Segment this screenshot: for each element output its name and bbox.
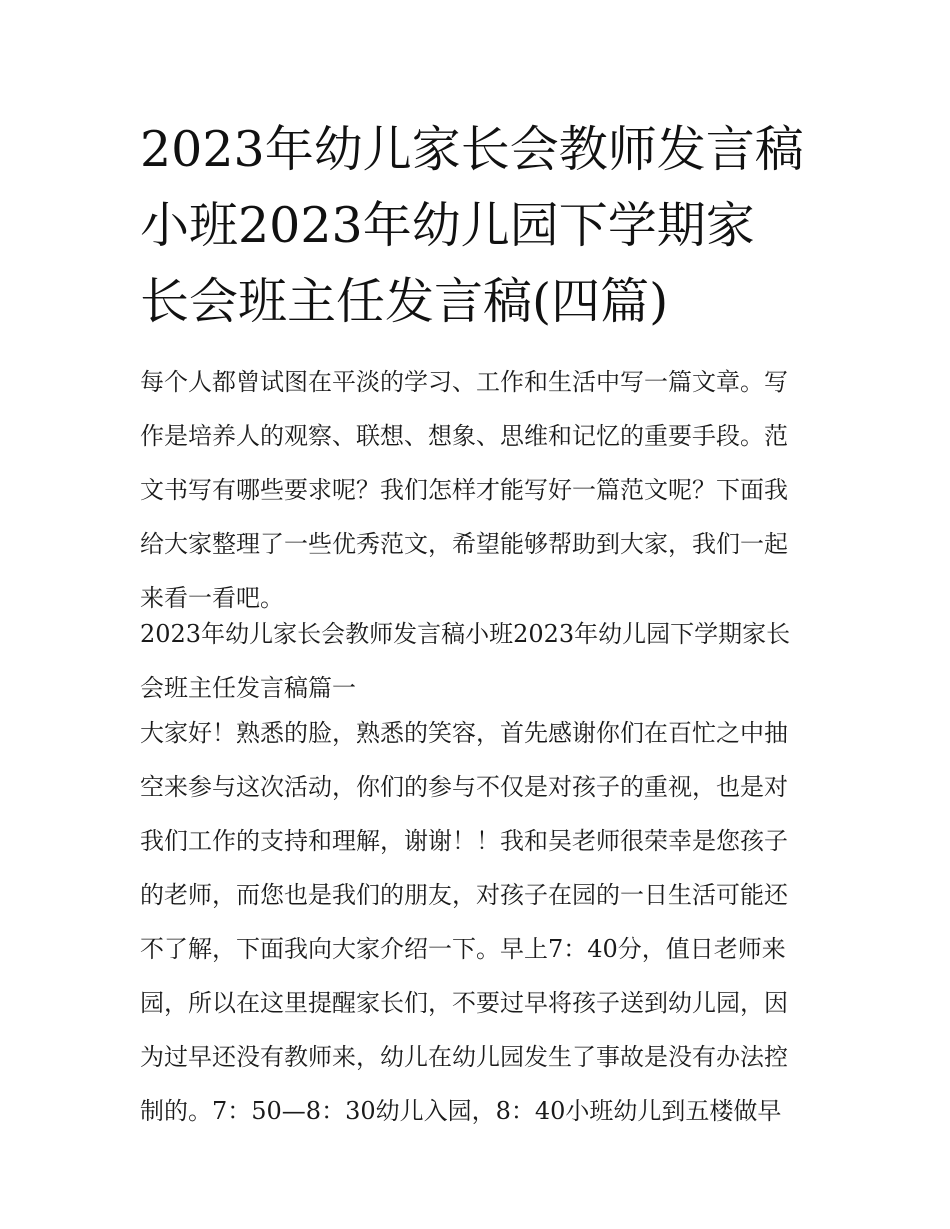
- intro-line: 作是培养人的观察、联想、想象、思维和记忆的重要手段。范: [140, 422, 788, 450]
- speech-line: 的老师，而您也是我们的朋友，对孩子在园的一日生活可能还: [140, 881, 788, 909]
- speech-line: 不了解，下面我向大家介绍一下。早上7：40分，值日老师来: [140, 935, 786, 963]
- speech-line: 制的。7：50—8：30幼儿入园，8：40小班幼儿到五楼做早: [140, 1097, 782, 1125]
- title-line: 长会班主任发言稿(四篇): [140, 273, 669, 330]
- title-line: 小班2023年幼儿园下学期家: [140, 197, 755, 254]
- speech-line: 空来参与这次活动，你们的参与不仅是对孩子的重视，也是对: [140, 773, 788, 801]
- intro-line: 每个人都曾试图在平淡的学习、工作和生活中写一篇文章。写: [140, 368, 788, 396]
- intro-line: 来看一看吧。: [140, 584, 284, 612]
- section-heading: [140, 607, 820, 715]
- speech-line: 我们工作的支持和理解，谢谢！！我和吴老师很荣幸是您孩子: [140, 827, 788, 855]
- speech-line: 大家好！熟悉的脸，熟悉的笑容，首先感谢你们在百忙之中抽: [140, 719, 788, 747]
- speech-line: 园，所以在这里提醒家长们，不要过早将孩子送到幼儿园，因: [140, 989, 788, 1017]
- speech-paragraph: [140, 706, 820, 1138]
- intro-paragraph: [140, 355, 820, 625]
- intro-line: 文书写有哪些要求呢？我们怎样才能写好一篇范文呢？下面我: [140, 476, 788, 504]
- section-heading-line: 2023年幼儿家长会教师发言稿小班2023年幼儿园下学期家长: [140, 620, 791, 648]
- section-heading-line: 会班主任发言稿篇一: [140, 674, 356, 702]
- speech-line: 为过早还没有教师来，幼儿在幼儿园发生了事故是没有办法控: [140, 1043, 788, 1071]
- title-line: 2023年幼儿家长会教师发言稿: [140, 121, 804, 178]
- document-title: [140, 112, 820, 340]
- intro-line: 给大家整理了一些优秀范文，希望能够帮助到大家，我们一起: [140, 530, 788, 558]
